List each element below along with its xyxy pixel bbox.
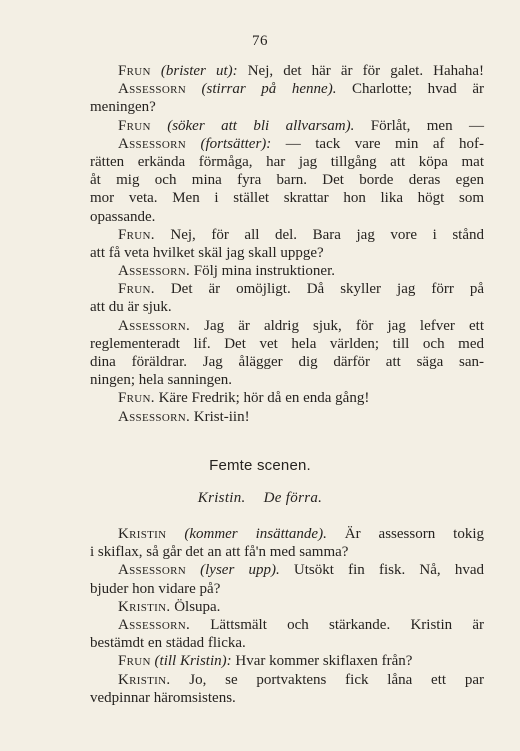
text-line [90,244,484,262]
dialogue-block-second [90,525,484,707]
text-line [90,371,484,389]
speaker-name: Frun. [118,281,155,298]
dialogue-text: Det är omöjligt. Då skyller jag förr på [154,281,484,298]
speaker-name: Assessorn. [118,408,190,425]
text-line [90,208,484,226]
speaker-name: Assessorn. [118,317,190,334]
text-line [90,689,484,707]
text-line [90,317,484,335]
dialogue-text: Nej, det här är för galet. Hahaha! [237,63,484,79]
speaker-name: Frun [118,117,151,134]
speaker-name: Assessorn. [118,263,190,280]
dialogue-text: Charlotte; hvad är [336,81,484,98]
dialogue-text: Käre Fredrik; hör då en enda gång! [154,390,370,407]
stage-direction: (lyser upp). [185,562,280,579]
dialogue-text: bjuder hon vidare på? [90,580,221,597]
dialogue-text: bestämdt en städad flicka. [90,635,246,652]
dialogue-text: Utsökt fin fisk. Nå, hvad [279,562,484,579]
speaker-name: Frun. [118,226,155,243]
dialogue-text: Ölsupa. [170,598,221,615]
text-line [90,62,484,80]
text-line [90,98,484,116]
text-line [90,353,484,371]
speaker-name: Assessorn. [118,616,190,633]
dialogue-text: Är assessorn tokig [326,526,484,542]
dialogue-text: att du är sjuk. [90,299,172,316]
text-line [90,389,484,407]
text-line [90,652,484,670]
text-line [90,298,484,316]
speaker-name: Frun. [118,390,155,407]
dialogue-text: Förlåt, men — [354,117,484,134]
text-line [90,135,484,153]
dialogue-text: Jag är aldrig sjuk, för jag lefver ett [190,317,484,334]
text-line [90,634,484,652]
text-line [90,80,484,98]
dialogue-text: Jo, se portvaktens fick låna ett par [170,671,484,688]
dialogue-text: — tack vare min af hof- [271,135,484,152]
text-line [90,171,484,189]
text-line [90,226,484,244]
dialogue-text: Följ mina instruktioner. [190,263,335,280]
dialogue-block-first [90,62,484,426]
dialogue-text: Hvar kommer skiflaxen från? [231,653,413,670]
speaker-name: Kristin. [118,598,171,615]
speaker-name: Assessorn [118,135,186,152]
text-line [90,408,484,426]
stage-direction: (kommer insättande). [166,526,327,542]
dialogue-text: dina föräldrar. Jag ålägger dig därför att säga san- [90,354,484,370]
stage-direction: (fortsätter): [185,135,272,152]
dialogue-text: ningen; hela sanningen. [90,372,233,389]
text-line [90,335,484,353]
dialogue-text: Lättsmält och stärkande. Kristin är [190,616,484,633]
stage-direction: (stirrar på henne). [185,81,337,98]
speaker-name: Assessorn [118,81,186,98]
text-line [90,616,484,634]
text-line [90,117,484,135]
text-line [90,280,484,298]
text-line [90,262,484,280]
scene-title: Femte scenen. [209,457,311,474]
text-line [90,580,484,598]
dialogue-text: mor veta. Men i stället skrattar hon lika högt som [90,190,484,207]
speaker-name: Frun [118,63,151,79]
speaker-name: Kristin [118,526,167,542]
stage-direction: (till Kristin): [150,653,232,670]
stage-direction: (söker att bli allvarsam). [150,117,355,134]
page-number: 76 [252,33,268,49]
dialogue-text: att få veta hvilket skäl jag skall uppge? [90,244,324,261]
speaker-name: Assessorn [118,562,186,579]
dialogue-text: Krist-iin! [190,408,250,425]
text-line [90,525,484,543]
text-line [90,561,484,579]
cast-list [0,490,520,507]
text-line [90,598,484,616]
dialogue-text: rätten erkända förmåga, har jag tillgång att köpa mat [90,153,484,170]
cast-member: De förra. [263,490,323,506]
stage-direction: (brister ut): [150,63,238,79]
text-line [90,543,484,561]
cast-member: Kristin. [197,490,246,506]
dialogue-text: Nej, för all del. Bara jag vore i stånd [154,226,484,243]
dialogue-text: meningen? [90,99,156,116]
speaker-name: Frun [118,653,151,670]
text-line [90,671,484,689]
dialogue-text: opassande. [90,208,156,225]
dialogue-text: reglementeradt lif. Det vet hela världen; till och med [90,335,484,352]
dialogue-text: vedpinnar häromsistens. [90,689,236,706]
text-line [90,189,484,207]
speaker-name: Kristin. [118,671,171,688]
dialogue-text: i skiflax, så går det an att få'n med samma? [90,544,349,561]
text-line [90,153,484,171]
dialogue-text: åt mig och mina fyra barn. Det borde deras egen [90,172,484,189]
